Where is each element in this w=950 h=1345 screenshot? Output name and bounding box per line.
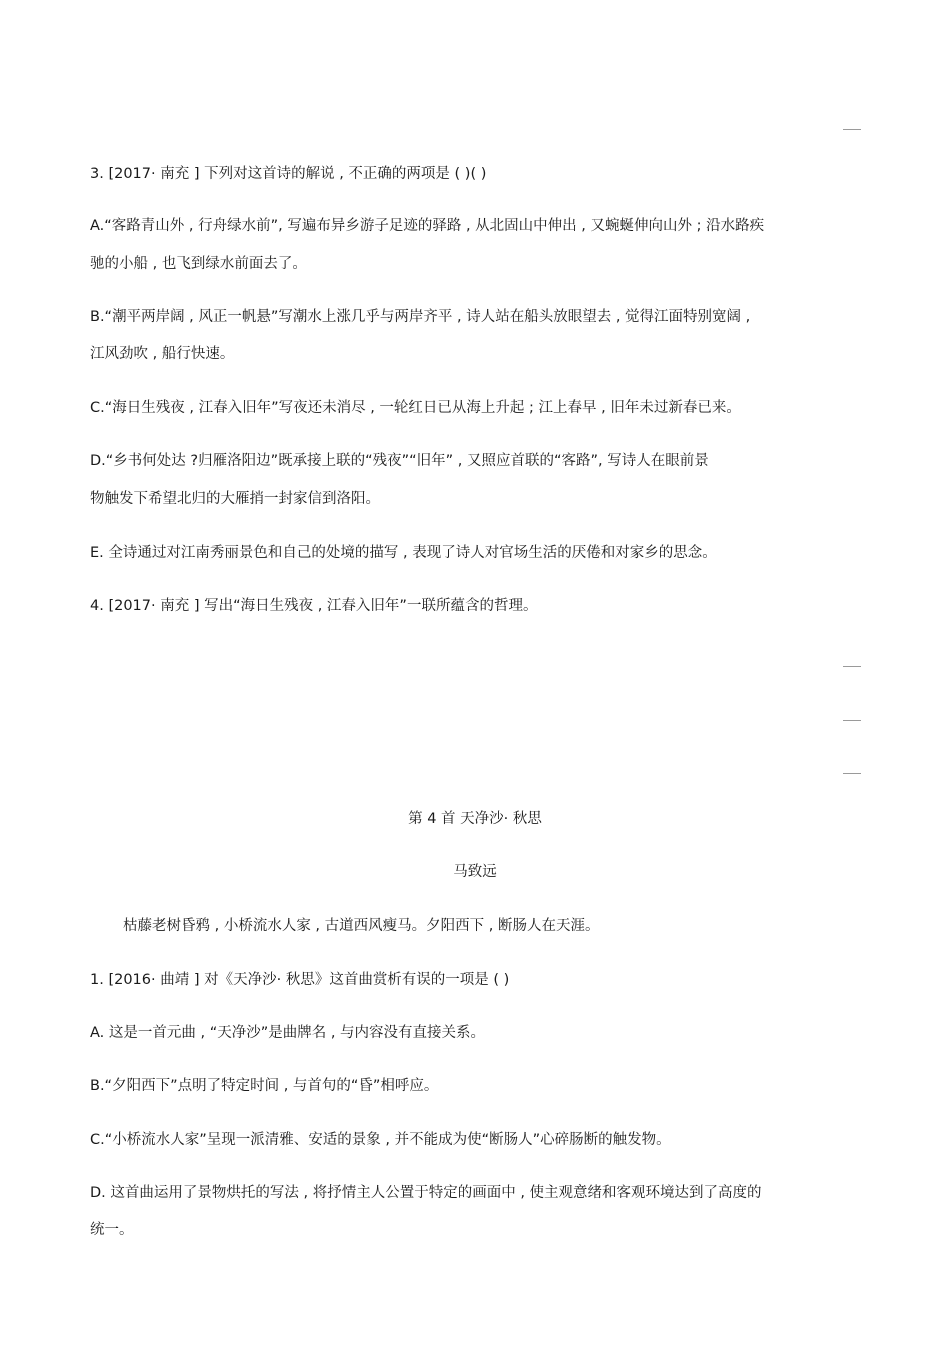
answer-dash bbox=[843, 720, 861, 721]
question-1-option-a: A. 这是一首元曲 , “天净沙”是曲牌名 , 与内容没有直接关系。 bbox=[90, 1025, 486, 1041]
question-3-option-e: E. 全诗通过对江南秀丽景色和自己的处境的描写 , 表现了诗人对官场生活的厌倦和对家乡的思念。 bbox=[90, 545, 717, 561]
question-3-option-a: A.“客路青山外 , 行舟绿水前”, 写遍布异乡游子足迹的驿路 , 从北固山中伸出 , 又蜿蜒伸向山外 ; 沿水路疾 bbox=[90, 218, 765, 234]
question-3-stem: 3. [2017· 南充 ] 下列对这首诗的解说 , 不正确的两项是 ( )( ) bbox=[90, 166, 487, 182]
question-3-option-a-cont: 驰的小船 , 也飞到绿水前面去了。 bbox=[90, 256, 307, 272]
question-1-option-b: B.“夕阳西下”点明了特定时间 , 与首句的“昏”相呼应。 bbox=[90, 1078, 439, 1094]
question-3-option-c: C.“海日生残夜 , 江春入旧年”写夜还未消尽 , 一轮红日已从海上升起 ; 江上春早 , 旧年未过新春已来。 bbox=[90, 400, 741, 416]
answer-dash bbox=[843, 129, 861, 130]
question-1-stem: 1. [2016· 曲靖 ] 对《天净沙· 秋思》这首曲赏析有误的一项是 ( ) bbox=[90, 972, 510, 988]
question-4-stem: 4. [2017· 南充 ] 写出“海日生残夜 , 江春入旧年”一联所蕴含的哲理。 bbox=[90, 598, 538, 614]
answer-dash bbox=[843, 773, 861, 774]
question-1-option-d: D. 这首曲运用了景物烘托的写法 , 将抒情主人公置于特定的画面中 , 使主观意绪和客观环境达到了高度的 bbox=[90, 1185, 762, 1201]
question-1-option-d-cont: 统一。 bbox=[90, 1222, 134, 1238]
answer-dash bbox=[843, 666, 861, 667]
poem-heading: 第 4 首 天净沙· 秋思 bbox=[408, 811, 542, 827]
question-3-option-b-cont: 江风劲吹 , 船行快速。 bbox=[90, 346, 235, 362]
poem-text: 枯藤老树昏鸦 , 小桥流水人家 , 古道西风瘦马。夕阳西下 , 断肠人在天涯。 bbox=[123, 918, 600, 934]
poem-author: 马致远 bbox=[453, 864, 497, 880]
question-3-option-b: B.“潮平两岸阔 , 风正一帆悬”写潮水上涨几乎与两岸齐平 , 诗人站在船头放眼望去 , 觉得江面特别宽阔 , bbox=[90, 309, 751, 325]
question-3-option-d-cont: 物触发下希望北归的大雁捎一封家信到洛阳。 bbox=[90, 491, 380, 507]
question-3-option-d: D.“乡书何处达 ?归雁洛阳边”既承接上联的“残夜”“旧年” , 又照应首联的“客路”, 写诗人在眼前景 bbox=[90, 453, 709, 469]
question-1-option-c: C.“小桥流水人家”呈现一派清雅、安适的景象 , 并不能成为使“断肠人”心碎肠断的触发物。 bbox=[90, 1132, 671, 1148]
